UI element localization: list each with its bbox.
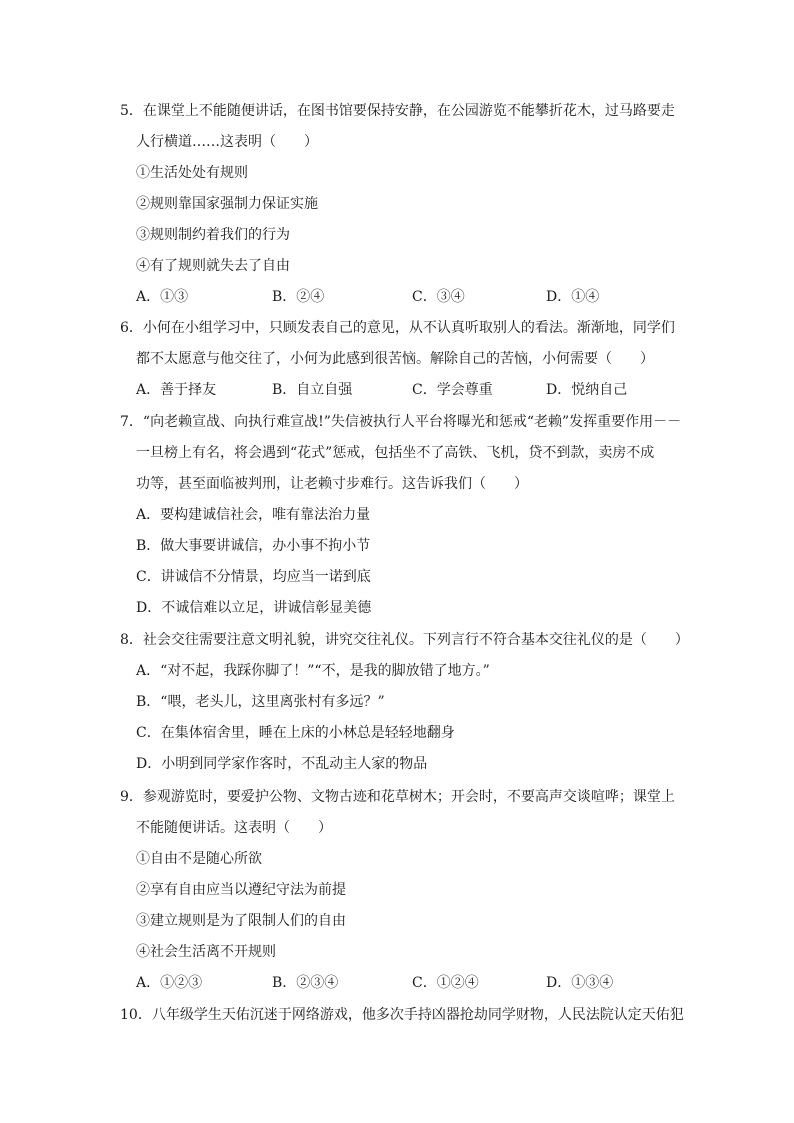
question-8-stem-line-1: 8．社会交往需要注意文明礼貌，讲究交往礼仪。下列言行不符合基本交往礼仪的是（ ） — [120, 632, 689, 648]
question-8-option-b: B．“喂，老头儿，这里离张村有多远？” — [136, 694, 385, 710]
question-6-stem-line-2: 都不太愿意与他交往了，小何为此感到很苦恼。解除自己的苦恼，小何需要（ ） — [136, 351, 654, 367]
question-9-option-b: B．②③④ — [272, 975, 339, 991]
question-7-stem-line-1: 7．“向老赖宣战、向执行难宣战!”失信被执行人平台将曝光和惩戒“老赖”发挥重要作用－－ — [120, 414, 682, 430]
question-10-stem-line-1: 10．八年级学生天佑沉迷于网络游戏，他多次手持凶器抢劫同学财物，人民法院认定天佑犯 — [120, 1007, 684, 1023]
question-7-stem-line-2: 一旦榜上有名，将会遇到“花式”惩戒，包括坐不了高铁、飞机，贷不到款，卖房不成 — [136, 445, 655, 461]
question-6-options — [120, 375, 680, 406]
question-6-option-b: B．自立自强 — [272, 382, 353, 398]
question-6 — [120, 313, 680, 406]
question-6-option-a: A．善于择友 — [136, 382, 217, 398]
question-5-stem-line-1: 5．在课堂上不能随便讲话，在图书馆要保持安静，在公园游览不能攀折花木，过马路要走 — [120, 103, 675, 119]
question-8-option-d: D．小明到同学家作客时，不乱动主人家的物品 — [136, 756, 428, 772]
question-5-statement-3: ③规则制约着我们的行为 — [136, 227, 290, 243]
question-6-option-c: C．学会尊重 — [412, 382, 493, 398]
question-10 — [120, 1000, 684, 1031]
question-6-option-d: D．悦纳自己 — [546, 382, 628, 398]
question-9-option-a: A．①②③ — [136, 975, 203, 991]
question-9-statement-4: ④社会生活离不开规则 — [136, 944, 276, 960]
question-9-option-d: D．①③④ — [546, 975, 614, 991]
question-8-option-c: C．在集体宿舍里，睡在上床的小林总是轻轻地翻身 — [136, 725, 455, 741]
question-5-option-a: A．①③ — [136, 289, 189, 305]
question-9-statement-3: ③建立规则是为了限制人们的自由 — [136, 913, 346, 929]
question-7-stem-line-3: 功等，甚至面临被判刑，让老赖寸步难行。这告诉我们（ ） — [136, 476, 528, 492]
question-5-option-d: D．①④ — [546, 289, 600, 305]
question-7-option-c: C．讲诚信不分情景，均应当一诺到底 — [136, 569, 371, 585]
question-9-statement-1: ①自由不是随心所欲 — [136, 851, 262, 867]
question-8-option-a: A．“对不起，我踩你脚了！”“不，是我的脚放错了地方。” — [136, 663, 490, 679]
question-5-options — [120, 282, 680, 313]
question-7-option-d: D．不诚信难以立足，讲诚信彰显美德 — [136, 600, 372, 616]
question-5-statement-4: ④有了规则就失去了自由 — [136, 258, 290, 274]
question-9-stem-line-2: 不能随便讲话。这表明（ ） — [136, 820, 332, 836]
question-5 — [120, 96, 680, 313]
question-5-statement-2: ②规则靠国家强制力保证实施 — [136, 196, 318, 212]
question-5-statement-1: ①生活处处有规则 — [136, 165, 248, 181]
question-9-statement-2: ②享有自由应当以遵纪守法为前提 — [136, 882, 346, 898]
question-9-options — [120, 968, 680, 999]
question-7 — [120, 407, 680, 624]
question-8 — [120, 625, 689, 780]
question-9-stem-line-1: 9．参观游览时，要爱护公物、文物古迹和花草树木；开会时，不要高声交谈喧哗；课堂上 — [120, 789, 675, 805]
question-6-stem-line-1: 6．小何在小组学习中，只顾发表自己的意见，从不认真听取别人的看法。渐渐地，同学们 — [120, 320, 675, 336]
question-9-option-c: C．①②④ — [412, 975, 479, 991]
question-5-stem-line-2: 人行横道……这表明（ ） — [136, 134, 318, 150]
question-7-option-b: B．做大事要讲诚信，办小事不拘小节 — [136, 538, 371, 554]
question-7-option-a: A．要构建诚信社会，唯有靠法治力量 — [136, 507, 371, 523]
question-5-option-c: C．③④ — [412, 289, 465, 305]
question-5-option-b: B．②④ — [272, 289, 325, 305]
question-9 — [120, 782, 680, 999]
